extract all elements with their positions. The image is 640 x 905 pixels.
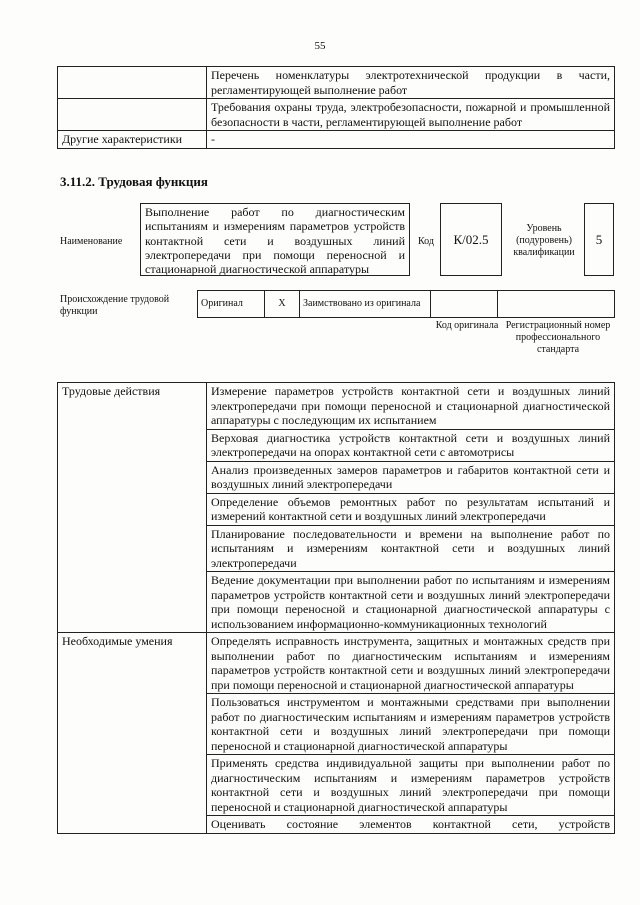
- origin-table: [197, 290, 615, 318]
- list-item: Перечень номенклатуры электротехнической продукции в части, регламентирующей выполнение работ: [207, 67, 615, 99]
- list-item: Планирование последовательности и времени на выполнение работ по испытаниям и измерениям контактной сети и воздушных линий электропередачи: [207, 525, 615, 572]
- function-code-value: К/02.5: [440, 203, 502, 276]
- original-label: Оригинал: [198, 291, 265, 318]
- code-label: Код: [418, 236, 434, 247]
- table-row: [58, 633, 615, 694]
- list-item: Применять средства индивидуальной защиты при выполнении работ по диагностическим испытаниям и измерениям параметров устройств контактной сети и воздушных линий электропередачи при помощи переносной и стационарной диагностической аппаратуры: [207, 755, 615, 816]
- skills-label: Необходимые умения: [58, 633, 207, 834]
- characteristics-table: [57, 66, 615, 149]
- empty-cell: [58, 99, 207, 131]
- list-item: Определять исправность инструмента, защитных и монтажных средств при выполнении работ по диагностическим испытаниям и измерениям параметров устройств контактной сети и воздушных линий электропередачи при помощи переносной и стационарной диагностической аппаратуры: [207, 633, 615, 694]
- reg-number-cell: [498, 291, 615, 318]
- table-row: [58, 131, 615, 149]
- row-label: Другие характеристики: [58, 131, 207, 149]
- qualification-level-value: 5: [584, 203, 614, 276]
- list-item: Анализ произведенных замеров параметров и габаритов контактной сети и воздушных линий электропередачи: [207, 461, 615, 493]
- row-value: -: [207, 131, 615, 149]
- list-item: Пользоваться инструментом и монтажными средствами при выполнении работ по диагностическим испытаниям и измерениям параметров устройств контактной сети и воздушных линий электропередачи при помощи переносной и стационарной диагностической аппаратуры: [207, 694, 615, 755]
- original-mark: X: [265, 291, 300, 318]
- list-item: Определение объемов ремонтных работ по результатам испытаний и измерений контактной сети и воздушных линий электропередачи: [207, 493, 615, 525]
- qualification-level-label: Уровень (подуровень) квалификации: [513, 223, 575, 258]
- function-details-table: [57, 382, 615, 834]
- table-row: [198, 291, 615, 318]
- table-row: [58, 99, 615, 131]
- section-heading: 3.11.2. Трудовая функция: [60, 174, 208, 189]
- list-item: Оценивать состояние элементов контактной сети, устройств: [207, 816, 615, 834]
- empty-cell: [58, 67, 207, 99]
- labor-actions-label: Трудовые действия: [58, 383, 207, 633]
- list-item: Требования охраны труда, электробезопасности, пожарной и промышленной безопасности в части, регламентирующей выполнение работ: [207, 99, 615, 131]
- origin-label: Происхождение трудовой функции: [60, 294, 170, 317]
- code-original-cell: [431, 291, 498, 318]
- list-item: Верховая диагностика устройств контактной сети и воздушных линий электропередачи на опорах контактной сети с автомотрисы: [207, 429, 615, 461]
- page-number: 55: [314, 40, 326, 52]
- name-label: Наименование: [60, 236, 123, 247]
- table-row: [58, 67, 615, 99]
- function-name-value: Выполнение работ по диагностическим испытаниям и измерениям параметров устройств контактной сети и воздушных линий электропередачи при помощи переносной и стационарной диагностической аппаратуры: [140, 203, 410, 276]
- list-item: Ведение документации при выполнении работ по испытаниям и измерениям параметров устройств контактной сети и воздушных линий электропередачи при помощи переносной и стационарной диагностической аппаратуры с использованием информационно-коммуникационных технологий: [207, 572, 615, 633]
- reg-number-label: Регистрационный номер профессионального стандарта: [505, 320, 611, 355]
- list-item: Измерение параметров устройств контактной сети и воздушных линий электропередачи при помощи переносной и стационарной диагностической аппаратуры с последующим их испытанием: [207, 383, 615, 430]
- table-row: [58, 383, 615, 430]
- borrowed-label: Заимствовано из оригинала: [300, 291, 431, 318]
- code-original-label: Код оригинала: [435, 320, 499, 331]
